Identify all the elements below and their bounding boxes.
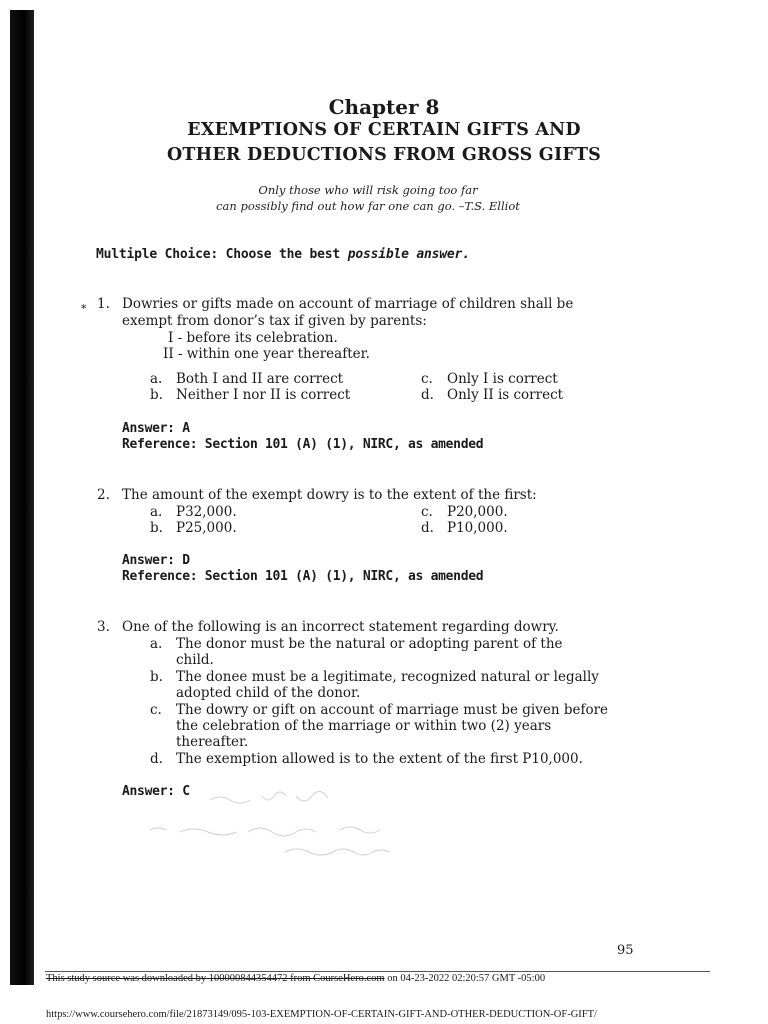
- option-text: adopted child of the donor.: [176, 685, 361, 701]
- option-text: The donor must be the natural or adopting parent of the: [176, 636, 563, 652]
- question-stem: exempt from donor’s tax if given by parents:: [122, 313, 427, 329]
- chapter-title-line2: OTHER DEDUCTIONS FROM GROSS GIFTS: [166, 145, 602, 165]
- option-text: P25,000.: [176, 520, 237, 536]
- option-text: child.: [176, 652, 214, 668]
- reference: Reference: Section 101 (A) (1), NIRC, as amended: [122, 569, 484, 584]
- footer-download-time: on 04-23-2022 02:20:57 GMT -05:00: [384, 973, 546, 984]
- question-number: 2.: [97, 487, 110, 503]
- option-letter: a.: [150, 504, 163, 520]
- option-text: P20,000.: [447, 504, 508, 520]
- answer: Answer: D: [122, 553, 190, 568]
- option-text: The dowry or gift on account of marriage must be given before: [176, 702, 609, 718]
- question-stem: Dowries or gifts made on account of marriage of children shall be: [122, 296, 574, 312]
- footer-divider: [45, 971, 710, 972]
- option-letter: c.: [421, 371, 433, 387]
- option-text: the celebration of the marriage or within two (2) years: [176, 718, 552, 734]
- option-text: Only I is correct: [447, 371, 558, 387]
- reference: Reference: Section 101 (A) (1), NIRC, as amended: [122, 437, 484, 452]
- option-letter: d.: [150, 751, 163, 767]
- option-text: The exemption allowed is to the extent of the first P10,000.: [176, 751, 583, 767]
- option-text: P32,000.: [176, 504, 237, 520]
- option-letter: b.: [150, 520, 163, 536]
- option-letter: a.: [150, 636, 163, 652]
- option-letter: b.: [150, 669, 163, 685]
- chapter-label: Chapter 8: [328, 95, 440, 119]
- instructions-lead: Multiple Choice: Choose the best: [96, 247, 348, 262]
- question-subitem: I - before its celebration.: [168, 330, 338, 346]
- option-text: thereafter.: [176, 734, 249, 750]
- answer: Answer: A: [122, 421, 190, 436]
- footer-download-source: This study source was downloaded by 100000844354472 from CourseHero.com: [46, 973, 385, 984]
- option-letter: b.: [150, 387, 163, 403]
- option-text: Both I and II are correct: [176, 371, 344, 387]
- option-letter: c.: [421, 504, 433, 520]
- epigraph-line1: Only those who will risk going too far: [258, 183, 478, 197]
- question-number: 3.: [97, 619, 110, 635]
- option-text: The donee must be a legitimate, recognized natural or legally: [176, 669, 599, 685]
- instructions-emphasis: possible answer.: [347, 247, 470, 262]
- chapter-title-line1: EXEMPTIONS OF CERTAIN GIFTS AND: [187, 120, 581, 140]
- margin-mark-icon: ∗: [80, 300, 88, 313]
- question-number: 1.: [97, 296, 110, 312]
- footer-source-url[interactable]: https://www.coursehero.com/file/21873149/095-103-EXEMPTION-OF-CERTAIN-GIFT-AND-OTHER-DEDUCTION-OF-GIFT/: [46, 1009, 597, 1020]
- option-letter: d.: [421, 520, 434, 536]
- option-text: Neither I nor II is correct: [176, 387, 351, 403]
- question-stem: The amount of the exempt dowry is to the extent of the first:: [122, 487, 537, 503]
- option-letter: a.: [150, 371, 163, 387]
- question-subitem: II - within one year thereafter.: [163, 346, 370, 362]
- instructions: [96, 247, 470, 262]
- option-text: Only II is correct: [447, 387, 564, 403]
- option-letter: d.: [421, 387, 434, 403]
- epigraph-line2: can possibly find out how far one can go. –T.S. Elliot: [216, 199, 520, 213]
- question-stem: One of the following is an incorrect statement regarding dowry.: [122, 619, 559, 635]
- page-number: 95: [617, 943, 634, 958]
- footer-download-notice: [46, 973, 545, 984]
- option-letter: c.: [150, 702, 162, 718]
- option-text: P10,000.: [447, 520, 508, 536]
- answer: Answer: C: [122, 784, 190, 799]
